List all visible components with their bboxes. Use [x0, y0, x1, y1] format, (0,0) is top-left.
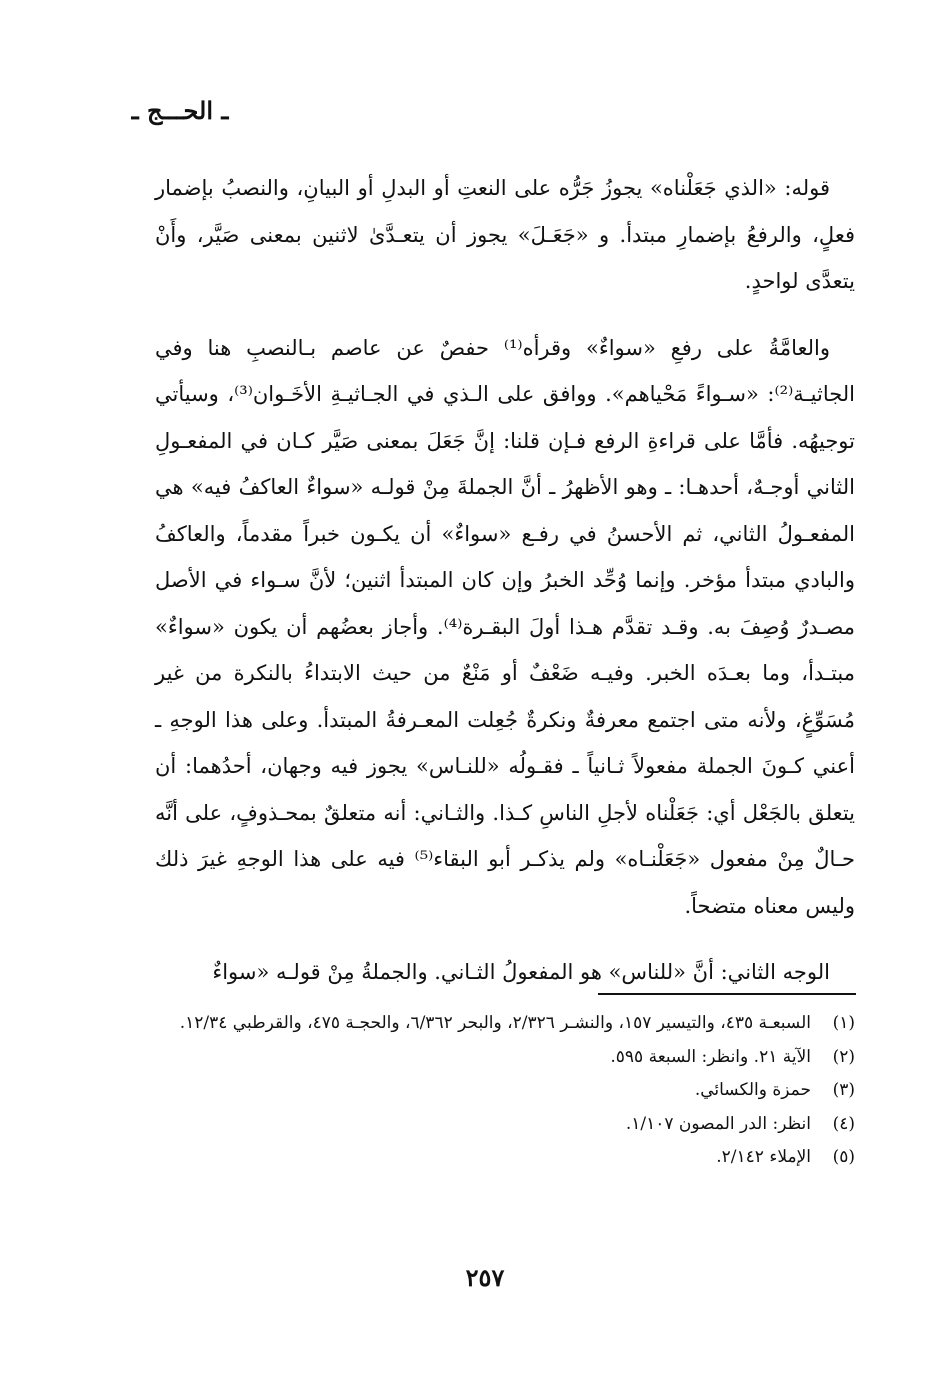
- page-number: ٢٥٧: [465, 1263, 505, 1292]
- footnote-number: (٣): [832, 1080, 855, 1100]
- footnote-3: [155, 1074, 855, 1108]
- footnote-text: انظر: الدر المصون ١/١٠٧.: [625, 1113, 811, 1134]
- footnote-number: (٤): [832, 1113, 855, 1134]
- footnote-5: [155, 1141, 855, 1175]
- footnote-text: الآية ٢١. وانظر: السبعة ٥٩٥.: [610, 1046, 811, 1067]
- footnote-4: [155, 1108, 855, 1142]
- footnote-1: [155, 1007, 855, 1041]
- paragraph-1: قوله: «الذي جَعَلْناه» يجوزُ جَرُّه على النعتِ أو البدلِ أو البيانِ، والنصبُ بإضمار فعلٍ، والرفعُ بإضمارِ مبتدأ. و «جَعَـلَ» يجوز أن يتعـدَّىٰ لاثنين بمعنى صَيَّر، وأَنْ يتعدَّى لواحدٍ.: [155, 176, 855, 293]
- footnote-number: (١): [832, 1013, 855, 1033]
- footnote-text: الإملاء ٢/١٤٢.: [716, 1147, 811, 1167]
- footnote-text: السبعـة ٤٣٥، والتيسير ١٥٧، والنشـر ٢/٣٢٦، والبحر ٦/٣٦٢، والحجـة ٤٧٥، والقرطبي ١٢/٣٤.: [179, 1013, 811, 1033]
- footnote-number: (٢): [832, 1046, 855, 1067]
- main-text: [155, 165, 855, 996]
- footnotes-list: [155, 1007, 855, 1175]
- footnote-separator: [598, 993, 856, 995]
- paragraph-3: الوجه الثاني: أنَّ «للناس» هو المفعولُ الثـاني. والجملةُ مِنْ قولـه «سواءٌ: [212, 960, 830, 984]
- footnote-2: [155, 1041, 855, 1075]
- running-header: ـ الحـــج ـ: [131, 96, 229, 125]
- paragraph-2: والعامَّةُ على رفعِ «سواءٌ» وقرأه⁽¹⁾ حفصٌ عن عاصم بـالنصبِ هنا وفي الجاثيـة⁽²⁾: «سـواءً مَحْياهم». ووافق على الـذي في الجـاثيـةِ الأخَـوان⁽³⁾، وسيأتي توجيهُه. فأمَّا على قراءةِ الرفع فـإن قلنا: إنَّ جَعَلَ بمعنى صَيَّر كـان في المفعـولِ الثاني أوجـهٌ، أحدهـا: ـ وهو الأظهرُ ـ أنَّ الجملةَ مِنْ قولـه «سواءٌ العاكفُ فيه» هي المفعـولُ الثاني، ثم الأحسنُ في رفـع «سواءٌ» أن يكـون خبراً مقدماً، والعاكفُ والبادي مبتدأ مؤخر. وإنما وُحِّد الخبرُ وإن كان المبتدأ اثنين؛ لأنَّ سـواء في الأصل مصـدرٌ وُصِفَ به. وقـد تقدَّم هـذا أولَ البقـرة⁽⁴⁾. وأجاز بعضُهم أن يكون «سواءٌ» مبتـدأ، وما بعـدَه الخبر. وفيـه ضَعْفٌ أو مَنْعٌ من حيث الابتداءُ بالنكرة من غير مُسَوِّغٍ، ولأنه متى اجتمع معرفةٌ ونكرةٌ جُعِلت المعـرفةُ المبتدأ. وعلى هذا الوجهِ ـ أعني كـونَ الجملة مفعولاً ثـانياً ـ فقـولُه «للنـاس» يجوز فيه وجهان، أحدُهما: أن يتعلق بالجَعْل أي: جَعَلْناه لأجلِ الناسِ كـذا. والثـاني: أنه متعلقٌ بمحـذوفٍ، على أنَّه حـالٌ مِنْ مفعول «جَعَلْنـاه» ولم يذكـر أبو البقاء⁽⁵⁾ فيه على هذا الوجهِ غيرَ ذلك وليس معناه متضحاً.: [155, 335, 856, 918]
- footnote-text: حمزة والكسائي.: [694, 1080, 811, 1100]
- footnote-number: (٥): [832, 1147, 855, 1167]
